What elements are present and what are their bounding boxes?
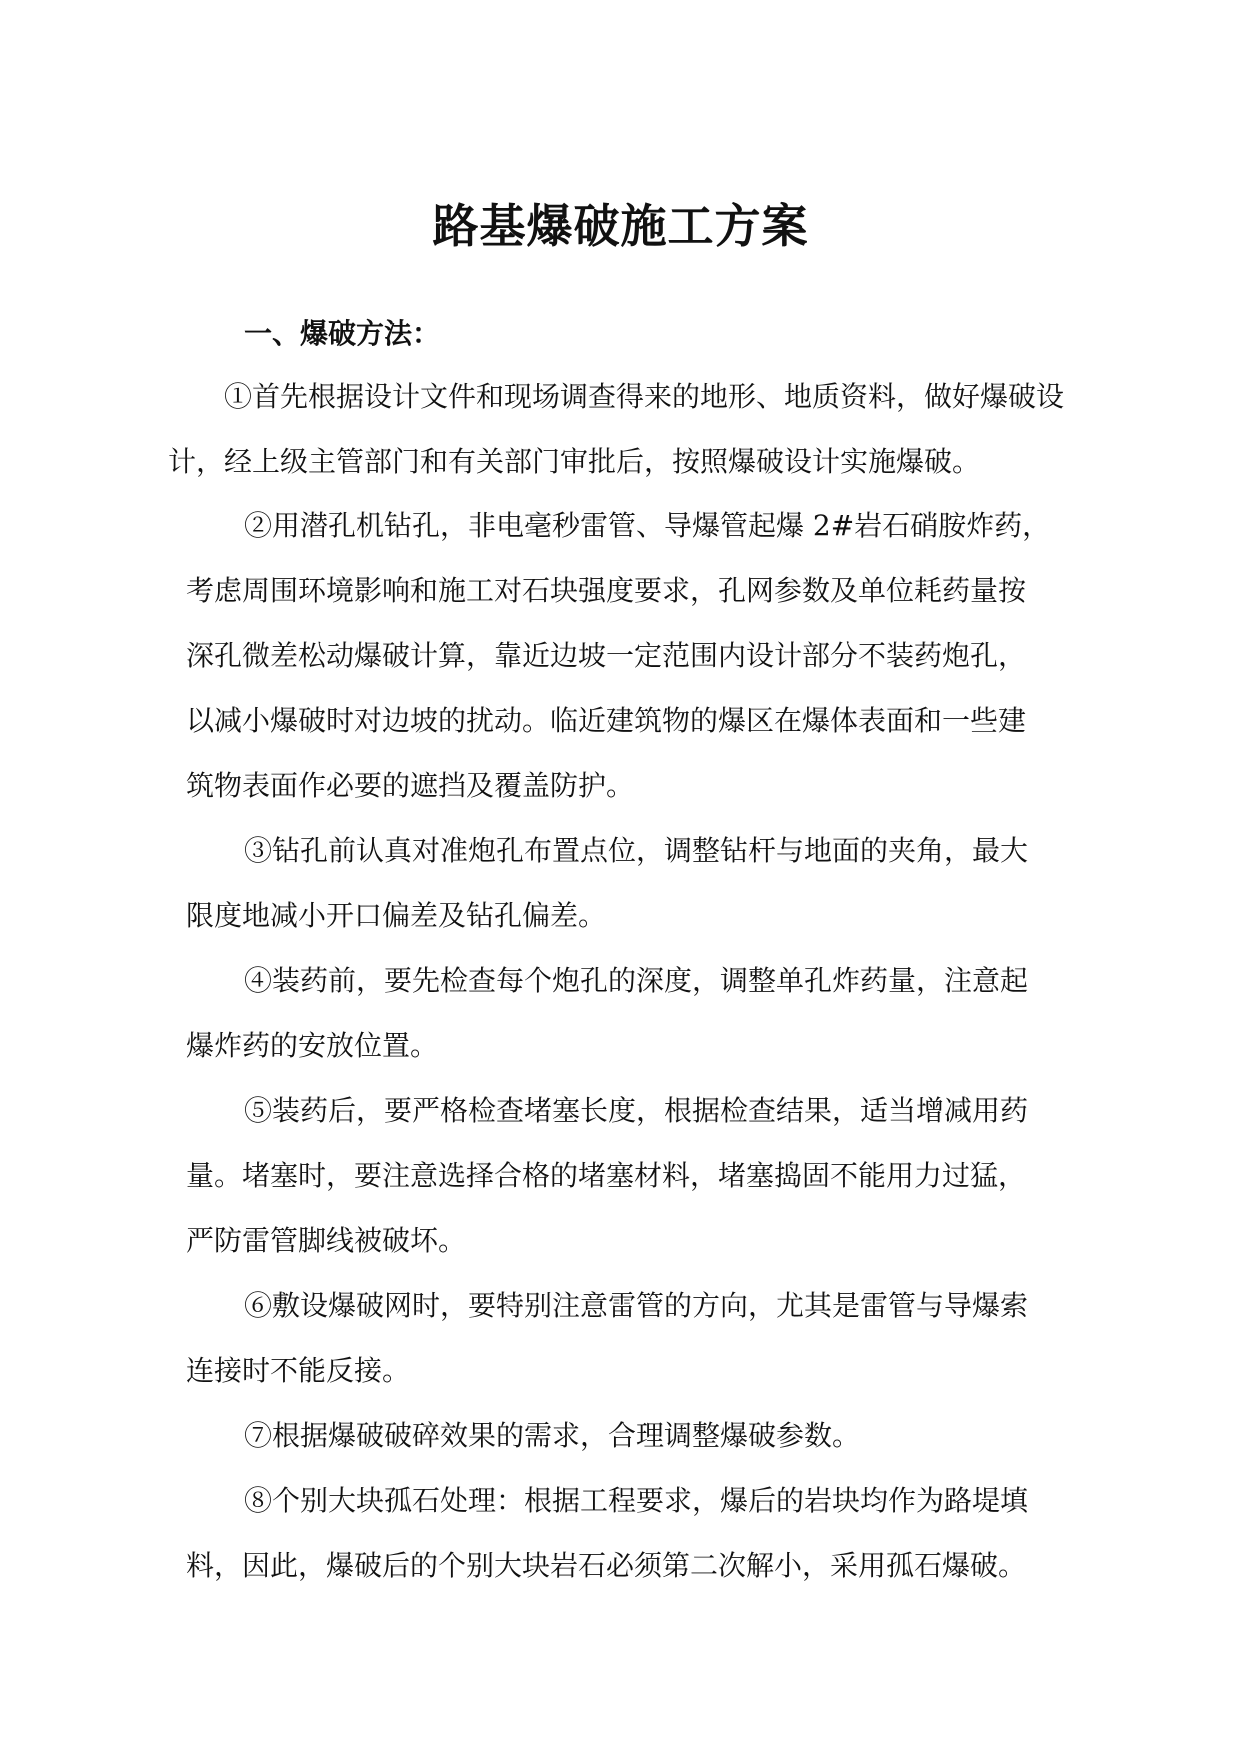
paragraph-line: ⑥敷设爆破网时，要特别注意雷管的方向，尤其是雷管与导爆索: [244, 1289, 1029, 1322]
paragraph-line: ③钻孔前认真对准炮孔布置点位，调整钻杆与地面的夹角，最大: [244, 834, 1029, 867]
paragraph-line: ⑦根据爆破破碎效果的需求，合理调整爆破参数。: [244, 1419, 861, 1452]
paragraph-line: 深孔微差松动爆破计算，靠近边坡一定范围内设计部分不装药炮孔，: [186, 639, 1027, 672]
paragraph-line: 考虑周围环境影响和施工对石块强度要求，孔网参数及单位耗药量按: [186, 574, 1027, 607]
paragraph-line: 限度地减小开口偏差及钻孔偏差。: [186, 899, 607, 932]
paragraph-line: 计，经上级主管部门和有关部门审批后，按照爆破设计实施爆破。: [168, 445, 981, 478]
paragraph-line: 严防雷管脚线被破坏。: [186, 1224, 467, 1257]
paragraph-line: 连接时不能反接。: [186, 1354, 411, 1387]
paragraph-line: ④装药前，要先检查每个炮孔的深度，调整单孔炸药量，注意起: [244, 964, 1029, 997]
section-heading: 一、爆破方法：: [244, 317, 441, 350]
paragraph-line: ①首先根据设计文件和现场调查得来的地形、地质资料，做好爆破设: [224, 380, 1065, 413]
paragraph-line: 料，因此，爆破后的个别大块岩石必须第二次解小，采用孤石爆破。: [186, 1549, 1027, 1582]
paragraph-line: 以减小爆破时对边坡的扰动。临近建筑物的爆区在爆体表面和一些建: [186, 704, 1027, 737]
paragraph-line: 量。堵塞时，要注意选择合格的堵塞材料，堵塞捣固不能用力过猛，: [186, 1159, 1027, 1192]
paragraph-line: 筑物表面作必要的遮挡及覆盖防护。: [186, 769, 635, 802]
document-title: 路基爆破施工方案: [432, 199, 809, 253]
paragraph-line: 爆炸药的安放位置。: [186, 1029, 439, 1062]
paragraph-line: ②用潜孔机钻孔，非电毫秒雷管、导爆管起爆 2#岩石硝胺炸药，: [244, 509, 1051, 542]
paragraph-line: ⑤装药后，要严格检查堵塞长度，根据检查结果，适当增减用药: [244, 1094, 1029, 1127]
paragraph-line: ⑧个别大块孤石处理：根据工程要求，爆后的岩块均作为路堤填: [244, 1484, 1029, 1517]
